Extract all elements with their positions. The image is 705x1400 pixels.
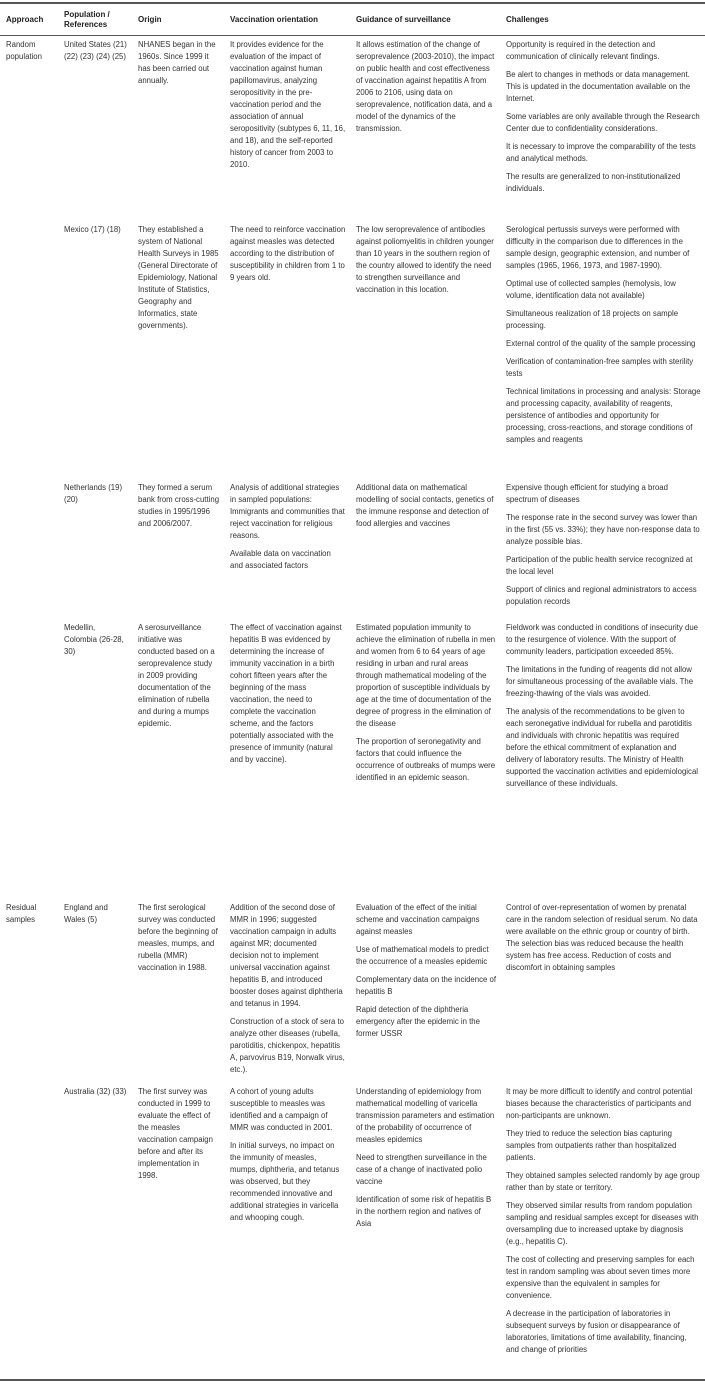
- challenges-cell: [500, 618, 705, 898]
- table-row: [0, 478, 705, 618]
- challenges-paragraph: The cost of collecting and preserving samples for each test in random sampling was about seven times more expensive than the equivalent in samples for convenience.: [506, 1255, 695, 1300]
- table-row: [0, 35, 705, 220]
- vaccination-paragraph: Analysis of additional strategies in sampled populations: Immigrants and communities that reject vaccination for religious reasons.: [230, 483, 345, 540]
- surveillance-table: [0, 4, 705, 1400]
- table-row: [0, 220, 705, 478]
- approach-text: Residual samples: [6, 903, 37, 924]
- challenges-paragraph: A decrease in the participation of laboratories in subsequent surveys by fusion or disappearance of laboratories, limitations of time availability, financing, and change of priorities: [506, 1309, 687, 1354]
- population-text: England and Wales (5): [64, 903, 108, 924]
- vaccination-paragraph: The need to reinforce vaccination against measles was detected according to the distribution of susceptibility in children from 1 to 9 years old.: [230, 225, 346, 282]
- population-text: United States (21) (22) (23) (24) (25): [64, 40, 127, 61]
- origin-cell: [132, 1082, 224, 1400]
- vaccination-cell: [224, 35, 350, 220]
- vaccination-cell: [224, 1082, 350, 1400]
- table-row: [0, 898, 705, 1082]
- approach-cell: [0, 618, 58, 898]
- challenges-paragraph: It may be more difficult to identify and control potential biases because the characteristics of participants and non-participants are unknown.: [506, 1087, 693, 1120]
- challenges-paragraph: Serological pertussis surveys were performed with difficulty in the comparison due to differences in the sample design, geographic extension, and number of samples (1965, 1966, 1973, and 1987-1990).: [506, 225, 690, 270]
- origin-paragraph: A serosurveillance initiative was conducted based on a seroprevalence study in 2009 providing documentation of the elimination of rubella and during a mumps epidemic.: [138, 623, 215, 728]
- guidance-paragraph: Additional data on mathematical modelling of social contacts, genetics of the immune response and detection of food allergies and vaccines: [356, 483, 494, 528]
- guidance-paragraph: Identification of some risk of hepatitis B in the northern region and natives of Asia: [356, 1195, 492, 1228]
- population-text: Netherlands (19) (20): [64, 483, 123, 504]
- challenges-paragraph: They observed similar results from random population sampling and residual samples except for diseases with oversampling due to increased uptake by diagnosis (e.g., hepatitis C).: [506, 1201, 699, 1246]
- approach-text: Random population: [6, 40, 42, 61]
- population-text: Mexico (17) (18): [64, 225, 121, 234]
- origin-cell: [132, 618, 224, 898]
- header-challenges: Challenges: [506, 14, 549, 24]
- table-row: [0, 1082, 705, 1400]
- challenges-paragraph: The response rate in the second survey was lower than in the first (55 vs. 33%); they have non-response data to analyze possible bias.: [506, 513, 700, 546]
- challenges-paragraph: The results are generalized to non-institutionalized individuals.: [506, 172, 681, 193]
- challenges-paragraph: Some variables are only available through the Research Center due to confidentiality considerations.: [506, 112, 700, 133]
- guidance-cell: [350, 220, 500, 478]
- origin-paragraph: NHANES began in the 1960s. Since 1999 it has been carried out annually.: [138, 40, 216, 85]
- challenges-cell: [500, 220, 705, 478]
- population-cell: [58, 898, 132, 1082]
- origin-paragraph: They established a system of National Health Surveys in 1985 (General Directorate of Epidemiology, National Institute of Statistics, Geography and Informatics, state governments).: [138, 225, 219, 330]
- approach-cell: [0, 35, 58, 220]
- guidance-paragraph: Complementary data on the incidence of hepatitis B: [356, 975, 496, 996]
- approach-cell: [0, 220, 58, 478]
- challenges-paragraph: Technical limitations in processing and analysis: Storage and processing capacity, availability of reagents, persistence of antibodies and opportunity for processing, cross-reactions, and storage conditions of samples and reagents: [506, 387, 701, 444]
- table-header-row: [0, 4, 705, 35]
- population-text: Medellin, Colombia (26-28, 30): [64, 623, 124, 656]
- origin-paragraph: They formed a serum bank from cross-cutting studies in 1995/1996 and 2006/2007.: [138, 483, 220, 528]
- challenges-paragraph: They tried to reduce the selection bias capturing samples from outpatients rather than hospitalized patients.: [506, 1129, 677, 1162]
- vaccination-paragraph: It provides evidence for the evaluation of the impact of vaccination against human papillomavirus, analyzing seropositivity in the pre-vaccination period and the association of annual seropositivity (subtypes 6, 11, 16, and 18), and the self-reported history of cancer from 2003 to 2010.: [230, 40, 346, 169]
- header-guidance: Guidance of surveillance: [356, 14, 451, 24]
- approach-cell: [0, 898, 58, 1082]
- header-origin: Origin: [138, 14, 162, 24]
- origin-cell: [132, 220, 224, 478]
- challenges-paragraph: It is necessary to improve the comparability of the tests and analytical methods.: [506, 142, 696, 163]
- guidance-paragraph: The proportion of seronegativity and factors that could influence the occurrence of outbreaks of mumps were identified in an epidemic season.: [356, 737, 496, 782]
- table-row: [0, 618, 705, 898]
- header-population: Population / References: [64, 9, 110, 29]
- challenges-paragraph: Be alert to changes in methods or data management. This is updated in the documentation available on the Internet.: [506, 70, 691, 103]
- vaccination-paragraph: Available data on vaccination and associated factors: [230, 549, 331, 570]
- guidance-paragraph: Use of mathematical models to predict the occurrence of a measles epidemic: [356, 945, 489, 966]
- vaccination-cell: [224, 618, 350, 898]
- population-cell: [58, 1082, 132, 1400]
- challenges-paragraph: They obtained samples selected randomly by age group rather than by state or territory.: [506, 1171, 700, 1192]
- challenges-paragraph: Participation of the public health service recognized at the local level: [506, 555, 693, 576]
- challenges-paragraph: Fieldwork was conducted in conditions of insecurity due to the resurgence of violence. With the support of community leaders, participation exceeded 85%.: [506, 623, 698, 656]
- guidance-cell: [350, 618, 500, 898]
- challenges-paragraph: The limitations in the funding of reagents did not allow for simultaneous processing of the available vials. The freezing-thawing of the vials was avoided.: [506, 665, 694, 698]
- challenges-paragraph: Control of over-representation of women by prenatal care in the random selection of residual serum. No data were available on the ethnic group or country of birth. The selection bias was reduced because the health system has free access. Reduction of costs and discomfort in obtaining samples: [506, 903, 698, 972]
- vaccination-paragraph: In initial surveys, no impact on the immunity of measles, mumps, diphtheria, and tetanus was observed, but they recommended innovative and additional strategies in varicella and whooping cough.: [230, 1141, 340, 1222]
- vaccination-paragraph: Construction of a stock of sera to analyze other diseases (rubella, parotiditis, chickenpox, hepatitis A, parvovirus B19, Norwalk virus, etc.).: [230, 1017, 345, 1074]
- guidance-paragraph: Need to strengthen surveillance in the case of a change of inactivated polio vaccine: [356, 1153, 487, 1186]
- origin-cell: [132, 35, 224, 220]
- header-vaccination: Vaccination orientation: [230, 14, 319, 24]
- vaccination-cell: [224, 478, 350, 618]
- origin-cell: [132, 478, 224, 618]
- guidance-paragraph: Evaluation of the effect of the initial scheme and vaccination campaigns against measles: [356, 903, 480, 936]
- vaccination-paragraph: Addition of the second dose of MMR in 1996; suggested vaccination campaign in adults against MR; documented decision not to implement universal vaccination against hepatitis B, and introduced booster doses against diphtheria and tetanus in 1994.: [230, 903, 343, 1008]
- approach-cell: [0, 478, 58, 618]
- population-cell: [58, 220, 132, 478]
- challenges-paragraph: Expensive though efficient for studying a broad spectrum of diseases: [506, 483, 668, 504]
- guidance-paragraph: Understanding of epidemiology from mathematical modelling of varicella transmission parameters and estimation of the probability of occurrence of measles epidemics: [356, 1087, 495, 1144]
- challenges-cell: [500, 898, 705, 1082]
- challenges-cell: [500, 1082, 705, 1400]
- population-text: Australia (32) (33): [64, 1087, 127, 1096]
- guidance-paragraph: Rapid detection of the diphtheria emergency after the epidemic in the former USSR: [356, 1005, 480, 1038]
- header-approach: Approach: [6, 14, 44, 24]
- guidance-paragraph: The low seroprevalence of antibodies against poliomyelitis in children younger than 10 years in the southern region of the country allowed to identify the need to strengthen surveillance and vaccination in this location.: [356, 225, 494, 294]
- challenges-paragraph: The analysis of the recommendations to be given to each seronegative individual for rubella and parotiditis and individuals with chronic hepatitis was required before the ethical commitment of explanation and delivery of laboratory results. The Ministry of Health supported the vaccination activities and epidemiological surveillance of these individuals.: [506, 707, 699, 788]
- approach-cell: [0, 1082, 58, 1400]
- challenges-paragraph: Optimal use of collected samples (hemolysis, low volume, identification data not available): [506, 279, 676, 300]
- challenges-cell: [500, 478, 705, 618]
- challenges-cell: [500, 35, 705, 220]
- vaccination-paragraph: A cohort of young adults susceptible to measles was identified and a campaign of MMR was conducted in 2001.: [230, 1087, 333, 1132]
- population-cell: [58, 478, 132, 618]
- vaccination-cell: [224, 898, 350, 1082]
- guidance-cell: [350, 1082, 500, 1400]
- population-cell: [58, 35, 132, 220]
- challenges-paragraph: Simultaneous realization of 18 projects on sample processing.: [506, 309, 679, 330]
- challenges-paragraph: Support of clinics and regional administrators to access population records: [506, 585, 697, 606]
- challenges-paragraph: Verification of contamination-free samples with sterility tests: [506, 357, 694, 378]
- challenges-paragraph: External control of the quality of the sample processing: [506, 339, 696, 348]
- origin-paragraph: The first serological survey was conducted before the beginning of measles, mumps, and rubella (MMR) vaccination in 1988.: [138, 903, 218, 972]
- guidance-cell: [350, 35, 500, 220]
- vaccination-paragraph: The effect of vaccination against hepatitis B was evidenced by determining the increase of immunity vaccination in a birth cohort fifteen years after the beginning of the mass vaccination, the need to complete the vaccination scheme, and the factors potentially associated with the presence of immunity (natural and by vaccine).: [230, 623, 342, 764]
- origin-cell: [132, 898, 224, 1082]
- vaccination-cell: [224, 220, 350, 478]
- guidance-cell: [350, 898, 500, 1082]
- origin-paragraph: The first survey was conducted in 1999 to evaluate the effect of the measles vaccination campaign before and after its implementation in 1998.: [138, 1087, 213, 1180]
- guidance-paragraph: Estimated population immunity to achieve the elimination of rubella in men and women from 6 to 64 years of age residing in urban and rural areas through mathematical modeling of the proportion of susceptible individuals by age at the time of documentation of the degree of progress in the elimination of the disease: [356, 623, 496, 728]
- guidance-paragraph: It allows estimation of the change of seroprevalence (2003-2010), the impact on public health and cost effectiveness of vaccination against hepatitis A from 2006 to 2106, using data on seroprevalence, notification data, and a model of the dynamics of the transmission.: [356, 40, 495, 133]
- population-cell: [58, 618, 132, 898]
- challenges-paragraph: Opportunity is required in the detection and communication of clinically relevant findings.: [506, 40, 660, 61]
- guidance-cell: [350, 478, 500, 618]
